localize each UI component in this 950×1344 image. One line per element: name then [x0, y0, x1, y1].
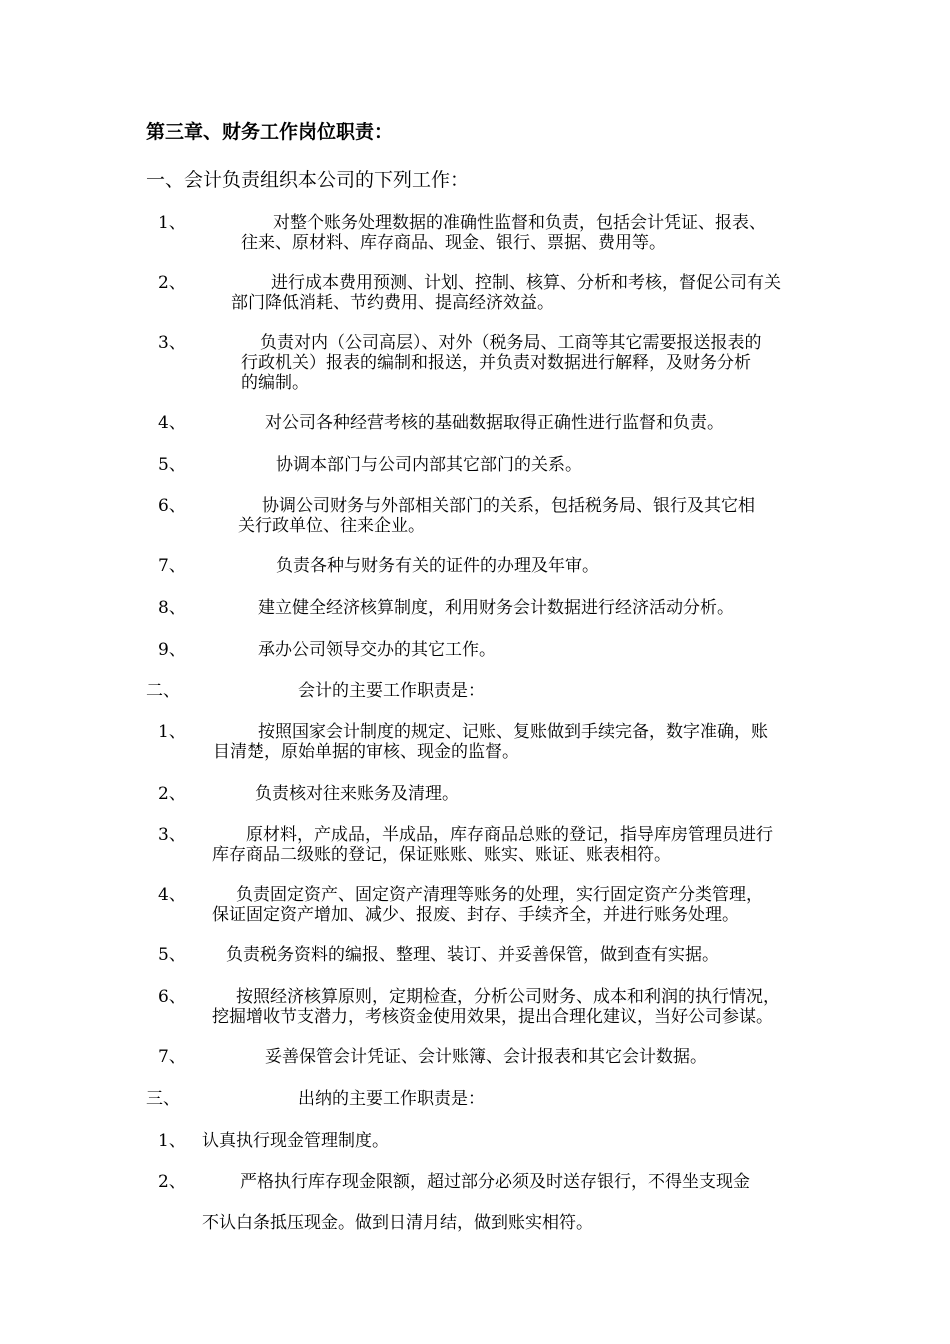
- item-number: 1、: [158, 722, 186, 742]
- item-text-line: 库存商品二级账的登记，保证账账、账实、账证、账表相符。: [212, 845, 671, 865]
- section2-heading: 会计的主要工作职责是：: [298, 681, 485, 701]
- item-text-line: 部门降低消耗、节约费用、提高经济效益。: [231, 293, 554, 313]
- section1-heading: 一、会计负责组织本公司的下列工作：: [146, 169, 470, 191]
- item-text-line: 负责固定资产、固定资产清理等账务的处理，实行固定资产分类管理，: [236, 885, 763, 905]
- item-number: 7、: [158, 1047, 186, 1067]
- item-text-line: 进行成本费用预测、计划、控制、核算、分析和考核，督促公司有关: [271, 273, 781, 293]
- item-number: 2、: [158, 273, 186, 293]
- item-text-line: 协调公司财务与外部相关部门的关系，包括税务局、银行及其它相: [262, 496, 755, 516]
- item-number: 1、: [158, 213, 186, 233]
- item-text-line: 负责核对往来账务及清理。: [255, 784, 459, 804]
- item-text-line: 对整个账务处理数据的准确性监督和负责，包括会计凭证、报表、: [273, 213, 766, 233]
- item-number: 7、: [158, 556, 186, 576]
- item-number: 5、: [158, 455, 186, 475]
- item-text-line: 承办公司领导交办的其它工作。: [258, 640, 496, 660]
- item-text-line: 协调本部门与公司内部其它部门的关系。: [276, 455, 582, 475]
- item-text-line: 不认白条抵压现金。做到日清月结，做到账实相符。: [202, 1213, 593, 1233]
- item-text-line: 保证固定资产增加、减少、报废、封存、手续齐全，并进行账务处理。: [212, 905, 739, 925]
- item-number: 1、: [158, 1131, 186, 1151]
- item-text-line: 目清楚，原始单据的审核、现金的监督。: [213, 742, 519, 762]
- item-text-line: 行政机关）报表的编制和报送，并负责对数据进行解释，及财务分析: [241, 353, 751, 373]
- item-number: 4、: [158, 413, 186, 433]
- chapter-title: 第三章、财务工作岗位职责：: [146, 121, 394, 143]
- item-text-line: 认真执行现金管理制度。: [202, 1131, 389, 1151]
- section3-heading: 出纳的主要工作职责是：: [298, 1089, 485, 1109]
- item-text-line: 严格执行库存现金限额，超过部分必须及时送存银行，不得坐支现金: [240, 1172, 750, 1192]
- item-number: 8、: [158, 598, 186, 618]
- item-text-line: 原材料，产成品，半成品，库存商品总账的登记，指导库房管理员进行: [246, 825, 773, 845]
- item-number: 3、: [158, 333, 186, 353]
- item-number: 9、: [158, 640, 186, 660]
- item-text-line: 关行政单位、往来企业。: [238, 516, 425, 536]
- item-number: 3、: [158, 825, 186, 845]
- item-number: 4、: [158, 885, 186, 905]
- item-text-line: 建立健全经济核算制度，利用财务会计数据进行经济活动分析。: [258, 598, 734, 618]
- section3-number: 三、: [146, 1089, 180, 1109]
- item-text-line: 妥善保管会计凭证、会计账簿、会计报表和其它会计数据。: [265, 1047, 707, 1067]
- item-number: 6、: [158, 987, 186, 1007]
- item-number: 5、: [158, 945, 186, 965]
- item-number: 2、: [158, 784, 186, 804]
- section2-number: 二、: [146, 681, 180, 701]
- item-text-line: 按照经济核算原则，定期检查，分析公司财务、成本和利润的执行情况，: [236, 987, 780, 1007]
- item-text-line: 负责各种与财务有关的证件的办理及年审。: [276, 556, 599, 576]
- item-number: 2、: [158, 1172, 186, 1192]
- item-text-line: 负责对内（公司高层）、对外（税务局、工商等其它需要报送报表的: [260, 333, 762, 353]
- item-text-line: 往来、原材料、库存商品、现金、银行、票据、费用等。: [241, 233, 666, 253]
- item-text-line: 的编制。: [241, 373, 309, 393]
- item-text-line: 挖掘增收节支潜力，考核资金使用效果，提出合理化建议，当好公司参谋。: [212, 1007, 773, 1027]
- item-text-line: 按照国家会计制度的规定、记账、复账做到手续完备，数字准确，账: [258, 722, 768, 742]
- item-text-line: 对公司各种经营考核的基础数据取得正确性进行监督和负责。: [265, 413, 724, 433]
- item-text-line: 负责税务资料的编报、整理、装订、并妥善保管，做到查有实据。: [226, 945, 719, 965]
- item-number: 6、: [158, 496, 186, 516]
